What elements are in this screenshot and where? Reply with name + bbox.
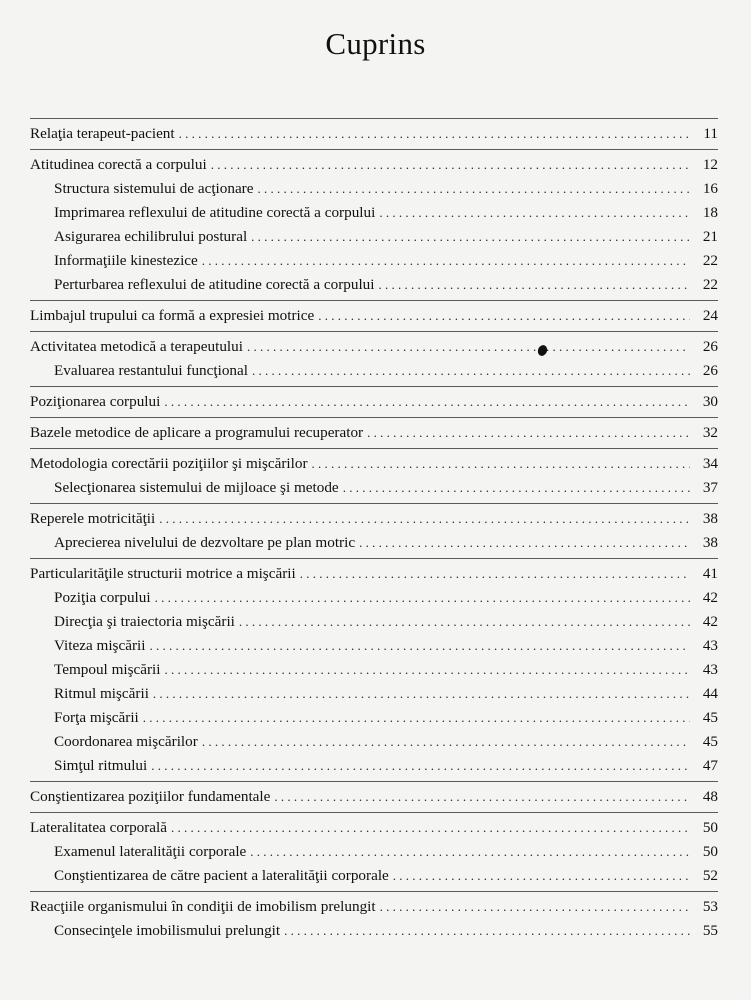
- toc-section: [30, 448, 718, 503]
- toc-subentry: [30, 730, 718, 754]
- toc-subentry: [30, 273, 718, 297]
- toc-subentry: [30, 706, 718, 730]
- dot-leader: [155, 586, 690, 610]
- dot-leader: [312, 452, 690, 476]
- dot-leader: [393, 864, 690, 888]
- page-number: 32: [702, 424, 718, 441]
- entry-title: Simţul ritmului: [54, 757, 148, 774]
- dot-leader: [211, 153, 690, 177]
- entry-title: Tempoul mişcării: [54, 661, 161, 678]
- page-number: 50: [702, 819, 718, 836]
- toc-subentry: [30, 754, 718, 778]
- toc-section: [30, 812, 718, 891]
- entry-title: Activitatea metodică a terapeutului: [30, 338, 243, 355]
- page-number: 26: [702, 338, 718, 355]
- entry-title: Particularităţile structurii motrice a mişcării: [30, 565, 296, 582]
- entry-title: Consecinţele imobilismului prelungit: [54, 922, 281, 939]
- entry-title: Reacţiile organismului în condiţii de imobilism prelungit: [30, 898, 376, 915]
- page-number: 22: [702, 276, 718, 293]
- toc-entry: [30, 335, 718, 359]
- entry-title: Relaţia terapeut-pacient: [30, 125, 175, 142]
- toc-section: [30, 781, 718, 812]
- toc-entry: [30, 452, 718, 476]
- toc-subentry: [30, 658, 718, 682]
- page-number: 30: [702, 393, 718, 410]
- toc-subentry: [30, 610, 718, 634]
- entry-title: Ritmul mişcării: [54, 685, 149, 702]
- toc-entry: [30, 507, 718, 531]
- entry-title: Lateralitatea corporală: [30, 819, 168, 836]
- page-number: 43: [702, 661, 718, 678]
- dot-leader: [367, 421, 690, 445]
- toc-subentry: [30, 359, 718, 383]
- dot-leader: [343, 476, 690, 500]
- page-number: 52: [702, 867, 718, 884]
- toc-section: [30, 417, 718, 448]
- dot-leader: [159, 507, 690, 531]
- entry-title: Informaţiile kinestezice: [54, 252, 198, 269]
- page-number: 42: [702, 589, 718, 606]
- dot-leader: [202, 249, 690, 273]
- dot-leader: [143, 706, 690, 730]
- toc-subentry: [30, 476, 718, 500]
- dot-leader: [318, 304, 690, 328]
- page-number: 38: [702, 510, 718, 527]
- page-number: 45: [702, 733, 718, 750]
- toc-entry: [30, 421, 718, 445]
- page-number: 16: [702, 180, 718, 197]
- dot-leader: [250, 840, 690, 864]
- page-number: 47: [702, 757, 718, 774]
- page-number: 22: [702, 252, 718, 269]
- toc-subentry: [30, 177, 718, 201]
- entry-title: Aprecierea nivelului de dezvoltare pe plan motric: [54, 534, 356, 551]
- dot-leader: [379, 201, 690, 225]
- page-number: 26: [702, 362, 718, 379]
- toc-section: [30, 331, 718, 386]
- entry-title: Bazele metodice de aplicare a programului recuperator: [30, 424, 364, 441]
- dot-leader: [380, 895, 690, 919]
- toc-section: [30, 891, 718, 946]
- entry-title: Viteza mişcării: [54, 637, 146, 654]
- dot-leader: [164, 390, 690, 414]
- toc-entry: [30, 122, 718, 146]
- page-number: 18: [702, 204, 718, 221]
- toc-subentry: [30, 634, 718, 658]
- dot-leader: [300, 562, 690, 586]
- toc-section: [30, 558, 718, 781]
- entry-title: Examenul lateralităţii corporale: [54, 843, 247, 860]
- dot-leader: [251, 225, 690, 249]
- dot-leader: [359, 531, 690, 555]
- entry-title: Poziţionarea corpului: [30, 393, 161, 410]
- page-title: Cuprins: [325, 26, 426, 61]
- toc-subentry: [30, 249, 718, 273]
- toc-subentry: [30, 840, 718, 864]
- toc-entry: [30, 153, 718, 177]
- entry-title: Metodologia corectării poziţiilor şi mişcărilor: [30, 455, 308, 472]
- dot-leader: [149, 634, 690, 658]
- toc-subentry: [30, 919, 718, 943]
- entry-title: Direcţia şi traiectoria mişcării: [54, 613, 235, 630]
- page-number: 42: [702, 613, 718, 630]
- toc-subentry: [30, 682, 718, 706]
- entry-title: Selecţionarea sistemului de mijloace şi metode: [54, 479, 339, 496]
- toc-subentry: [30, 586, 718, 610]
- dot-leader: [274, 785, 690, 809]
- dot-leader: [247, 335, 690, 359]
- toc-section: [30, 386, 718, 417]
- dot-leader: [284, 919, 690, 943]
- dot-leader: [165, 658, 691, 682]
- toc-section: [30, 118, 718, 149]
- toc-section: [30, 503, 718, 558]
- page-number: 41: [702, 565, 718, 582]
- dot-leader: [153, 682, 690, 706]
- toc-subentry: [30, 225, 718, 249]
- page-number: 12: [702, 156, 718, 173]
- dot-leader: [378, 273, 690, 297]
- toc-subentry: [30, 531, 718, 555]
- entry-title: Reperele motricităţii: [30, 510, 156, 527]
- page-number: 45: [702, 709, 718, 726]
- toc-section: [30, 149, 718, 300]
- entry-title: Coordonarea mişcărilor: [54, 733, 198, 750]
- entry-title: Conştientizarea de către pacient a lateralităţii corporale: [54, 867, 389, 884]
- page-number: 48: [702, 788, 718, 805]
- page-number: 24: [702, 307, 718, 324]
- entry-title: Evaluarea restantului funcţional: [54, 362, 248, 379]
- entry-title: Imprimarea reflexului de atitudine corectă a corpului: [54, 204, 376, 221]
- dot-leader: [257, 177, 690, 201]
- toc-entry: [30, 816, 718, 840]
- page-number: 37: [702, 479, 718, 496]
- toc-entry: [30, 390, 718, 414]
- toc-entry: [30, 304, 718, 328]
- toc-section: [30, 300, 718, 331]
- table-of-contents: [30, 118, 718, 946]
- page-number: 53: [702, 898, 718, 915]
- entry-title: Poziţia corpului: [54, 589, 151, 606]
- page-number: 50: [702, 843, 718, 860]
- dot-leader: [179, 122, 690, 146]
- page-number: 38: [702, 534, 718, 551]
- toc-subentry: [30, 201, 718, 225]
- entry-title: Forţa mişcării: [54, 709, 139, 726]
- toc-subentry: [30, 864, 718, 888]
- page-number: 44: [702, 685, 718, 702]
- page-number: 11: [703, 125, 718, 142]
- page-number: 34: [702, 455, 718, 472]
- dot-leader: [171, 816, 690, 840]
- entry-title: Limbajul trupului ca formă a expresiei motrice: [30, 307, 315, 324]
- dot-leader: [239, 610, 690, 634]
- dot-leader: [252, 359, 690, 383]
- toc-entry: [30, 562, 718, 586]
- dot-leader: [202, 730, 690, 754]
- entry-title: Structura sistemului de acţionare: [54, 180, 254, 197]
- entry-title: Conştientizarea poziţiilor fundamentale: [30, 788, 271, 805]
- entry-title: Perturbarea reflexului de atitudine corectă a corpului: [54, 276, 375, 293]
- dot-leader: [151, 754, 690, 778]
- page-number: 21: [702, 228, 718, 245]
- page-number: 55: [702, 922, 718, 939]
- page-number: 43: [702, 637, 718, 654]
- toc-entry: [30, 785, 718, 809]
- toc-entry: [30, 895, 718, 919]
- entry-title: Atitudinea corectă a corpului: [30, 156, 207, 173]
- entry-title: Asigurarea echilibrului postural: [54, 228, 248, 245]
